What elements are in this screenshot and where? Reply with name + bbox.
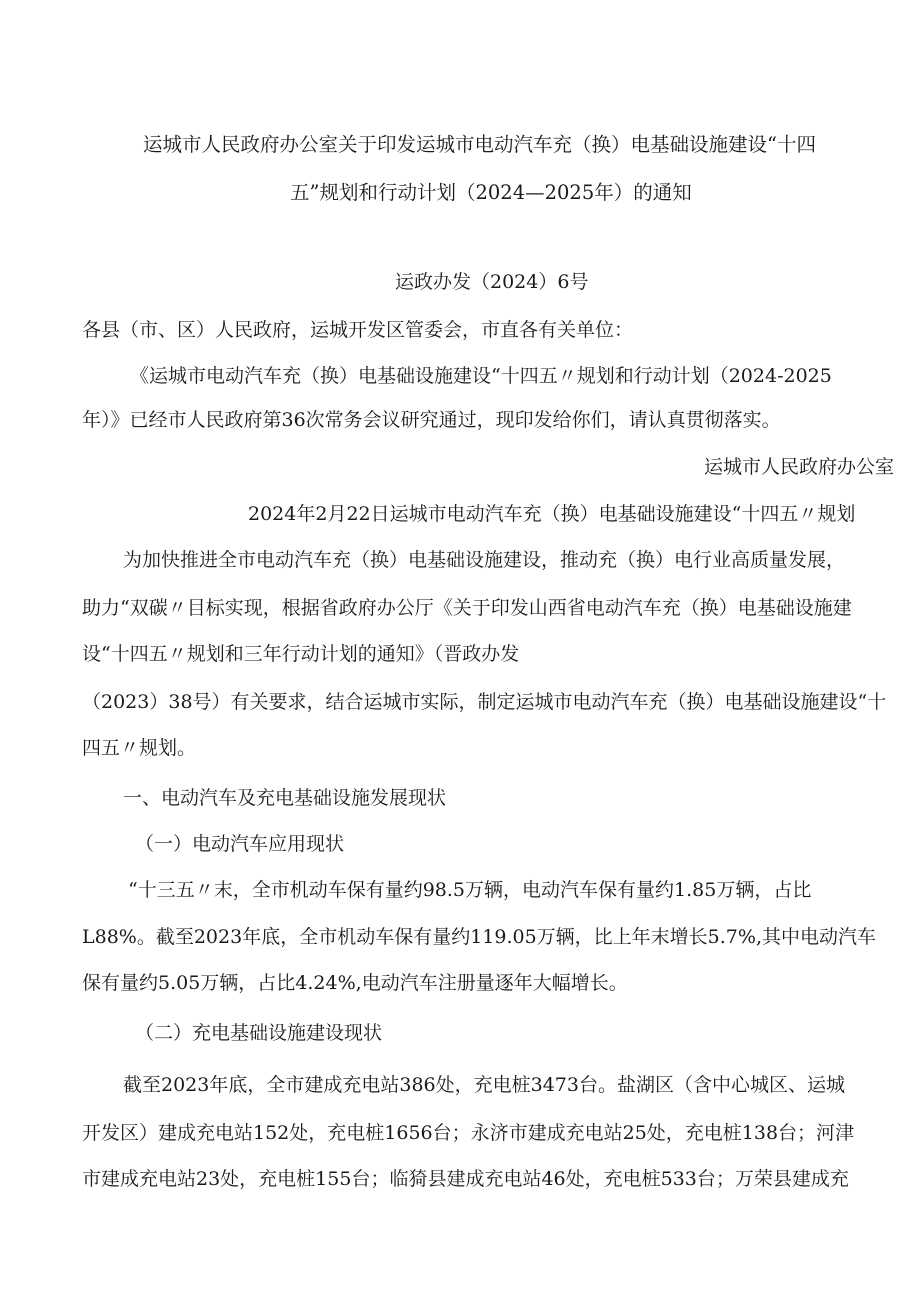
intro-line-5: 四五〃规划。 [82,737,197,759]
subsection-1-heading: （一）电动汽车应用现状 [135,833,345,855]
subsection-1-line-2: L88%。截至2023年底，全市机动车保有量约119.05万辆，比上年末增长5.7%,其中电动汽车 [82,926,876,948]
notice-body-line-2: 年）》已经市人民政府第36次常务会议研究通过，现印发给你们，请认真贯彻落实。 [82,409,781,431]
document-number: 运政办发（2024）6号 [395,271,589,293]
notice-body-line-1: 《运城市电动汽车充（换）电基础设施建设“十四五〃规划和行动计划（2024-2025 [130,365,832,387]
addressee: 各县（市、区）人民政府，运城开发区管委会，市直各有关单位： [82,319,634,341]
subsection-1-line-1: “十三五〃末，全市机动车保有量约98.5万辆，电动汽车保有量约1.85万辆，占比 [128,879,812,901]
date-and-plan-title: 2024年2月22日运城市电动汽车充（换）电基础设施建设“十四五〃规划 [248,503,856,525]
intro-line-1: 为加快推进全市电动汽车充（换）电基础设施建设，推动充（换）电行业高质量发展， [123,549,846,571]
intro-line-4: （2023）38号）有关要求，结合运城市实际，制定运城市电动汽车充（换）电基础设施建设“十 [82,691,887,713]
subsection-2-line-2: 开发区）建成充电站152处，充电桩1656台；永济市建成充电站25处，充电桩138台；河津 [82,1122,855,1144]
signature: 运城市人民政府办公室 [704,456,895,478]
intro-line-2: 助力“双碳〃目标实现，根据省政府办公厅《关于印发山西省电动汽车充（换）电基础设施建 [82,597,852,619]
subsection-2-line-1: 截至2023年底，全市建成充电站386处，充电桩3473台。盐湖区（含中心城区、运城 [123,1074,845,1096]
subsection-1-line-3: 保有量约5.05万辆，占比4.24%,电动汽车注册量逐年大幅增长。 [82,972,628,994]
subsection-2-line-3: 市建成充电站23处，充电桩155台；临猗县建成充电站46处，充电桩533台；万荣县建成充 [82,1168,849,1190]
intro-line-3: 设“十四五〃规划和三年行动计划的通知》（晋政办发 [82,643,520,665]
title-line-1: 运城市人民政府办公室关于印发运城市电动汽车充（换）电基础设施建设“十四 [143,133,816,156]
title-line-2: 五”规划和行动计划（2024—2025年）的通知 [290,181,692,204]
subsection-2-heading: （二）充电基础设施建设现状 [135,1022,383,1044]
section-1-heading: 一、电动汽车及充电基础设施发展现状 [123,787,447,809]
